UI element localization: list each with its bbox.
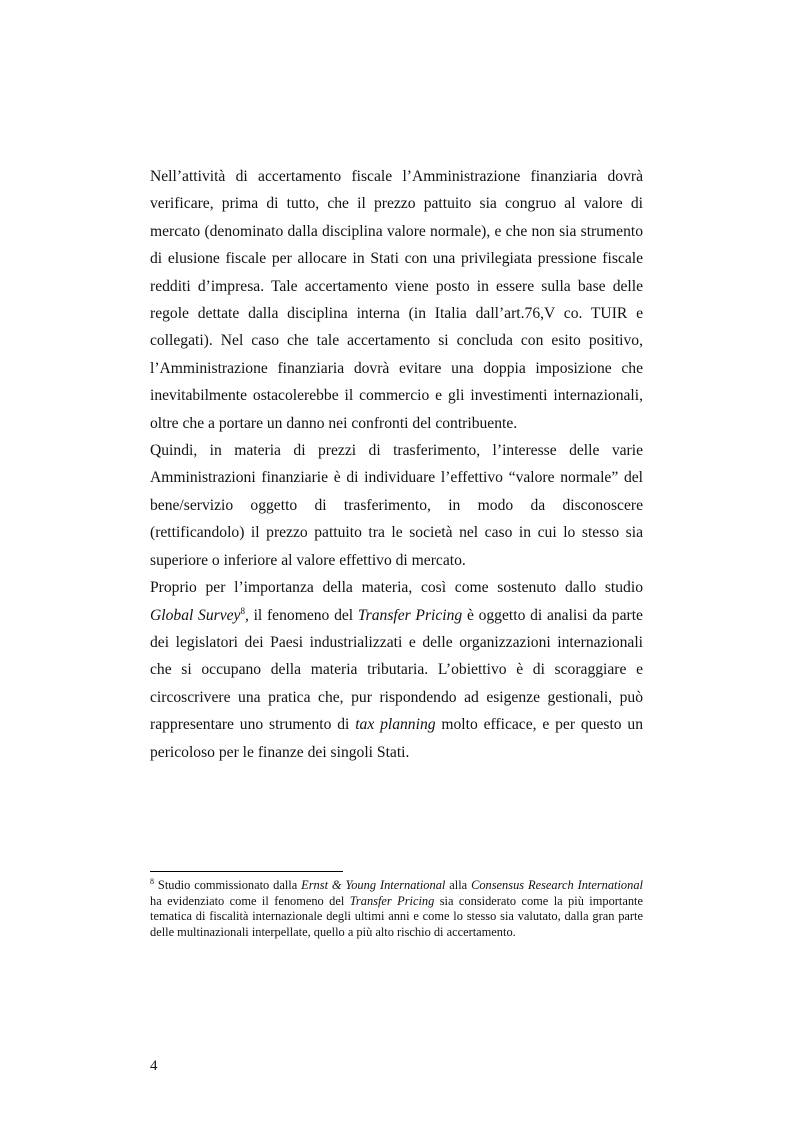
text-run: è oggetto di analisi da parte dei legislatori dei Paesi industrializzati e delle organizzazioni internazionali che si occupano della materia tributaria. L’obiettivo è di scoraggiare e circoscrivere una pratica che, pur rispondendo ad esigenze gestionali, può rappresentare uno strumento di xyxy=(150,606,643,734)
italic-term: Ernst & Young International xyxy=(301,878,446,892)
footnote-8 xyxy=(150,878,643,940)
italic-term: , xyxy=(244,606,249,624)
paragraph-3 xyxy=(150,574,643,766)
page-number: 4 xyxy=(150,1058,158,1074)
footnote-ref: 8 xyxy=(150,876,154,886)
text-run: sia considerato come la più importante tematica di fiscalità internazionale degli ultimi anni e come lo stesso sia valutato, dalla gran parte delle multinazionali interpellate, quello a più alto rischio di accertamento. xyxy=(150,893,643,939)
italic-term: Consensus Research International xyxy=(471,878,643,892)
italic-term: Transfer Pricing xyxy=(349,893,435,908)
body-text xyxy=(150,163,643,766)
text-run: Proprio per l’importanza della materia, così come sostenuto dallo studio xyxy=(150,579,643,597)
italic-term: Global Survey xyxy=(150,606,241,624)
paragraph-2 xyxy=(150,437,643,574)
footnote-separator xyxy=(150,871,343,872)
italic-term: Transfer Pricing xyxy=(357,606,463,624)
italic-term: tax planning xyxy=(355,716,436,734)
text-run: ha evidenziato come il fenomeno del xyxy=(150,893,350,908)
text-run: alla xyxy=(445,878,472,892)
text-run: il fenomeno del xyxy=(248,606,358,624)
text-run: Studio commissionato dalla xyxy=(154,878,302,892)
footnote-ref: 8 xyxy=(240,605,245,616)
text-run: Nell’attività di accertamento fiscale l’Amministrazione finanziaria dovrà verificare, prima di tutto, che il prezzo pattuito sia congruo al valore di mercato (denominato dalla disciplina valore normale), e che non sia strumento di elusione fiscale per allocare in Stati con una privilegiata pressione fiscale redditi d’impresa. Tale accertamento viene posto in essere sulla base delle regole dettate dalla disciplina interna (in Italia dall’art.76,V co. TUIR e collegati). Nel caso che tale accertamento si concluda con esito positivo, l’Amministrazione finanziaria dovrà evitare una doppia imposizione che inevitabilmente ostacolerebbe il commercio e gli investimenti internazionali, oltre che a portare un danno nei confronti del contribuente. xyxy=(150,168,643,432)
text-run: molto efficace, e per questo un pericoloso per le finanze dei singoli Stati. xyxy=(150,716,644,761)
text-run: Quindi, in materia di prezzi di trasferimento, l’interesse delle varie Amministrazioni finanziarie è di individuare l’effettivo “valore normale” del bene/servizio oggetto di trasferimento, in modo da disconoscere (rettificandolo) il prezzo pattuito tra le società nel caso in cui lo stesso sia superiore o inferiore al valore effettivo di mercato. xyxy=(150,442,643,569)
paragraph-1 xyxy=(150,163,643,437)
